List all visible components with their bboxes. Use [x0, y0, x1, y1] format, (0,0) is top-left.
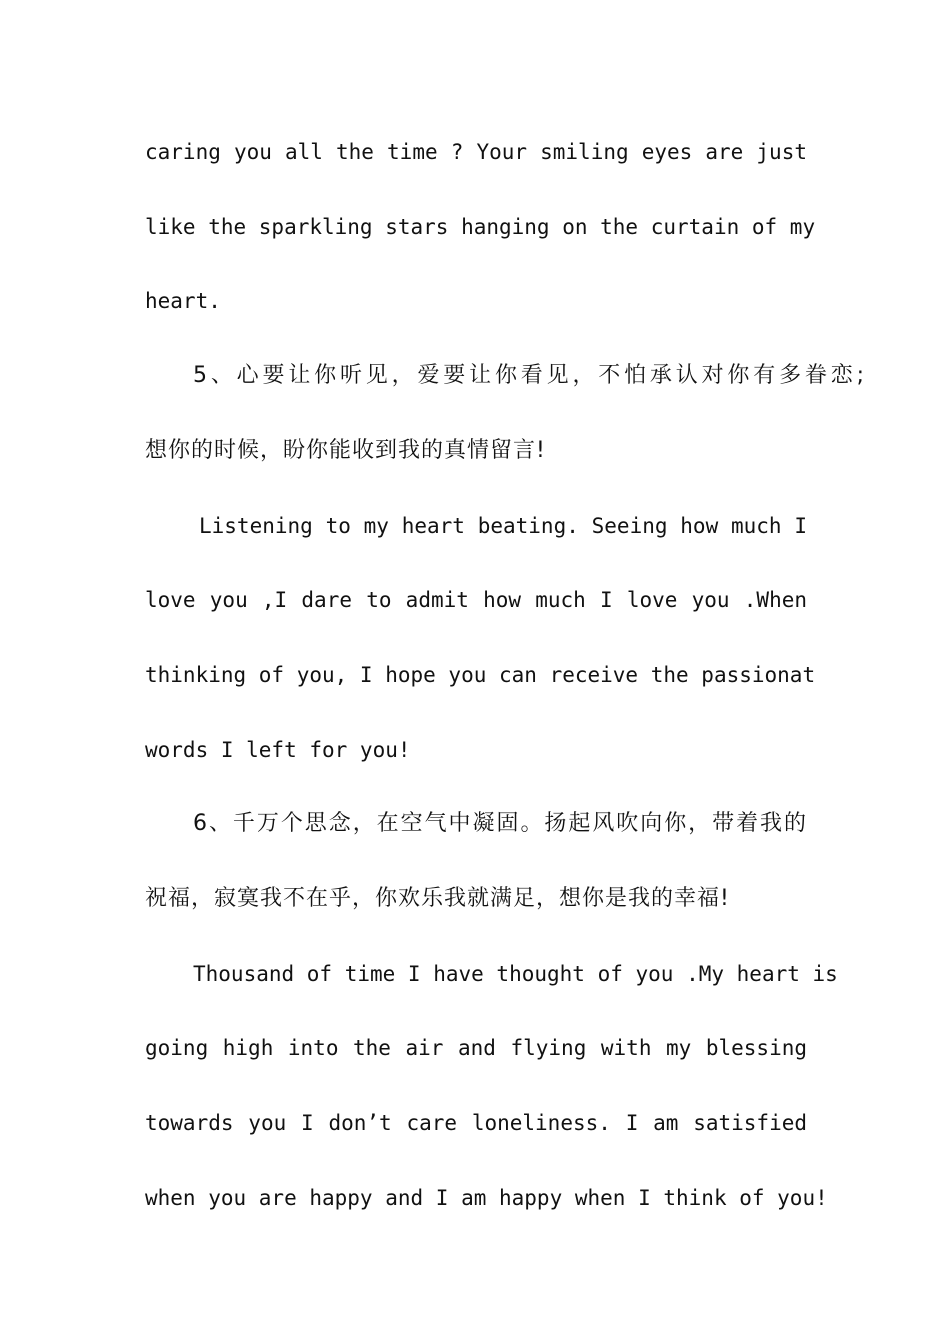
text-line: towards you I don’t care loneliness. I am satisfied [145, 1111, 807, 1135]
text-line: going high into the air and flying with my blessing [145, 1036, 807, 1060]
text-line: Thousand of time I have thought of you .My heart is [193, 962, 838, 986]
text-line: words I left for you! [145, 738, 411, 762]
text-line: 6、千万个思念，在空气中凝固。扬起风吹向你，带着我的 [193, 811, 807, 836]
text-line: like the sparkling stars hanging on the curtain of my [145, 215, 816, 239]
text-line: 祝福，寂寞我不在乎，你欢乐我就满足，想你是我的幸福! [145, 886, 730, 911]
text-line: 想你的时候，盼你能收到我的真情留言! [145, 438, 546, 463]
text-line: when you are happy and I am happy when I think of you! [145, 1186, 828, 1210]
text-line: thinking of you, I hope you can receive the passionat [145, 663, 816, 687]
text-line: caring you all the time ? Your smiling eyes are just [145, 140, 807, 164]
text-line: heart. [145, 289, 221, 313]
text-line: love you ,I dare to admit how much I love you .When [145, 588, 807, 612]
text-line: 5、心要让你听见，爱要让你看见，不怕承认对你有多眷恋; [193, 363, 865, 388]
text-line: Listening to my heart beating. Seeing how much I [199, 514, 807, 538]
